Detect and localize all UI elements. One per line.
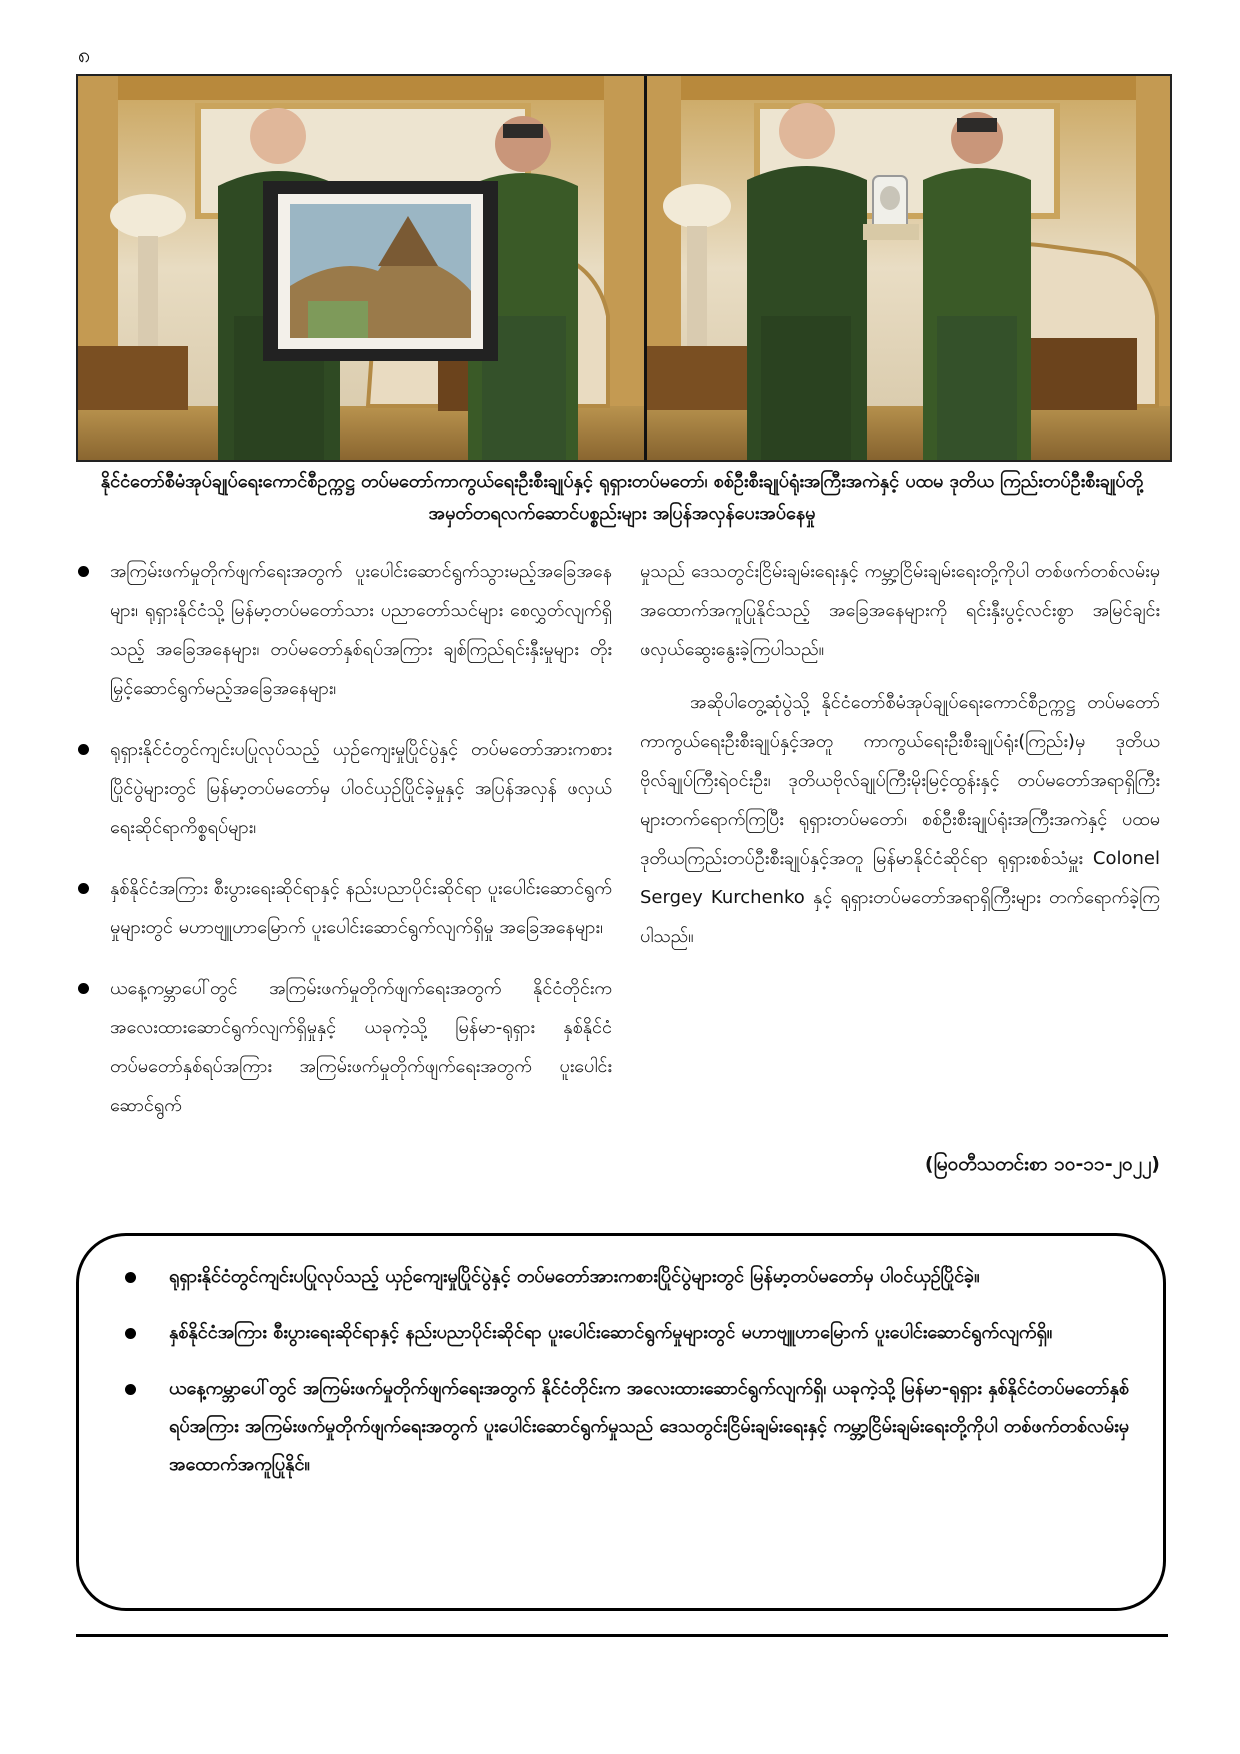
summary-text: နှစ်နိုင်ငံအကြား စီးပွားရေးဆိုင်ရာနှင့် နည်းပညာပိုင်းဆိုင်ရာ ပူးပေါင်းဆောင်ရွက်မှုများတွင် မဟာဗျူဟာမြောက် ပူးပေါင်းဆောင်ရွက်လျက်ရှိ။ bbox=[169, 1322, 1053, 1343]
attendees-paragraph: အဆိုပါတွေ့ဆုံပွဲသို့ နိုင်ငံတော်စီမံအုပ်ချုပ်ရေးကောင်စီဥက္ကဋ္ဌ တပ်မတော်ကာကွယ်ရေးဦးစီးချုပ်နှင့်အတူ ကာကွယ်ရေးဦးစီးချုပ်ရုံး(ကြည်း)မှ ဒုတိယဗိုလ်ချုပ်ကြီးရဲဝင်းဦး၊ ဒုတိယဗိုလ်ချုပ်ကြီးမိုးမြင့်ထွန်းနှင့် တပ်မတော်အရာရှိကြီးများတက်ရောက်ကြပြီး ရုရှားတပ်မတော်၊ စစ်ဦးစီးချုပ်ရုံးအကြီးအကဲနှင့် ပထမ ဒုတိယကြည်းတပ်ဦးစီးချုပ်နှင့်အတူ မြန်မာနိုင်ငံဆိုင်ရာ ရုရှားစစ်သံမှူး Colonel Sergey Kurchenko နှင့် ရုရှားတပ်မတော်အရာရှိကြီးများ တက်ရောက်ခဲ့ကြပါသည်။ bbox=[640, 692, 1160, 947]
summary-item bbox=[125, 1370, 1129, 1484]
bullet-icon bbox=[78, 983, 89, 994]
bullet-icon bbox=[125, 1272, 136, 1283]
continuation-paragraph: မှုသည် ဒေသတွင်းငြိမ်းချမ်းရေးနှင့် ကမ္ဘာ့ငြိမ်းချမ်းရေးတို့ကိုပါ တစ်ဖက်တစ်လမ်းမှ အထောက်အကူပြုနိုင်သည့် အခြေအနေများကို ရင်းနှီးပွင့်လင်းစွာ အမြင်ချင်းဖလှယ်ဆွေးနွေးခဲ့ကြပါသည်။ bbox=[640, 561, 1160, 660]
bullet-item bbox=[72, 969, 612, 1125]
bullet-item bbox=[72, 552, 612, 708]
page-number: ၈ bbox=[78, 43, 91, 68]
bullet-icon bbox=[125, 1384, 136, 1395]
right-column bbox=[640, 552, 1160, 970]
bottom-rule bbox=[76, 1634, 1168, 1637]
bullet-text: ယနေ့ကမ္ဘာပေါ်တွင် အကြမ်းဖက်မှုတိုက်ဖျက်ရေးအတွက် နိုင်ငံတိုင်းက အလေးထားဆောင်ရွက်လျက်ရှိမှုနှင့် ယခုကဲ့သို့ မြန်မာ-ရုရှား နှစ်နိုင်ငံတပ်မတော်နှစ်ရပ်အကြား အကြမ်းဖက်မှုတိုက်ဖျက်ရေးအတွက် ပူးပေါင်းဆောင်ရွက် bbox=[110, 978, 612, 1116]
bullet-icon bbox=[78, 883, 89, 894]
photo-memento-presentation bbox=[647, 76, 1170, 460]
summary-item bbox=[125, 1314, 1129, 1352]
photo-row bbox=[76, 74, 1172, 462]
summary-text: ရုရှားနိုင်ငံတွင်ကျင်းပပြုလုပ်သည့် ယှဉ်ကျေးမှုပြိုင်ပွဲနှင့် တပ်မတော်အားကစားပြိုင်ပွဲများတွင် မြန်မာ့တပ်မတော်မှ ပါဝင်ယှဉ်ပြိုင်ခဲ့။ bbox=[169, 1266, 980, 1287]
bullet-icon bbox=[78, 566, 89, 577]
bullet-text: အကြမ်းဖက်မှုတိုက်ဖျက်ရေးအတွက် ပူးပေါင်းဆောင်ရွက်သွားမည့်အခြေအနေများ၊ ရုရှားနိုင်ငံသို့ မြန်မာ့တပ်မတော်သား ပညာတော်သင်များ စေလွှတ်လျက်ရှိသည့် အခြေအနေများ၊ တပ်မတော်နှစ်ရပ်အကြား ချစ်ကြည်ရင်းနှီးမှုများ တိုးမြှင့်ဆောင်ရွက်မည့်အခြေအနေများ၊ bbox=[110, 561, 612, 699]
bullet-icon bbox=[78, 744, 89, 755]
photo-caption: နိုင်ငံတော်စီမံအုပ်ချုပ်ရေးကောင်စီဥက္ကဋ္ဌ တပ်မတော်ကာကွယ်ရေးဦးစီးချုပ်နှင့် ရုရှားတပ်မတော်၊ စစ်ဦးစီးချုပ်ရုံးအကြီးအကဲနှင့် ပထမ ဒုတိယ ကြည်းတပ်ဦးစီးချုပ်တို့ အမှတ်တရလက်ဆောင်ပစ္စည်းများ အပြန်အလှန်ပေးအပ်နေမှု bbox=[100, 471, 1144, 524]
summary-item bbox=[125, 1258, 1129, 1296]
bullet-item bbox=[72, 730, 612, 847]
bullet-icon bbox=[125, 1328, 136, 1339]
bullet-text: ရုရှားနိုင်ငံတွင်ကျင်းပပြုလုပ်သည့် ယှဉ်ကျေးမှုပြိုင်ပွဲနှင့် တပ်မတော်အားကစားပြိုင်ပွဲများတွင် မြန်မာ့တပ်မတော်မှ ပါဝင်ယှဉ်ပြိုင်ခဲ့မှုနှင့် အပြန်အလှန် ဖလှယ်ရေးဆိုင်ရာကိစ္စရပ်များ၊ bbox=[110, 739, 612, 838]
left-column bbox=[72, 552, 612, 1147]
summary-box bbox=[76, 1233, 1166, 1611]
bullet-item bbox=[72, 869, 612, 947]
source-note: (မြဝတီသတင်းစာ ၁၀-၁၁-၂၀၂၂) bbox=[924, 1153, 1160, 1175]
bullet-text: နှစ်နိုင်ငံအကြား စီးပွားရေးဆိုင်ရာနှင့် နည်းပညာပိုင်းဆိုင်ရာ ပူးပေါင်းဆောင်ရွက်မှုများတွင် မဟာဗျူဟာမြောက် ပူးပေါင်းဆောင်ရွက်လျက်ရှိမှု အခြေအနေများ၊ bbox=[110, 878, 612, 938]
summary-text: ယနေ့ကမ္ဘာပေါ်တွင် အကြမ်းဖက်မှုတိုက်ဖျက်ရေးအတွက် နိုင်ငံတိုင်းက အလေးထားဆောင်ရွက်လျက်ရှိ၊ ယခုကဲ့သို့ မြန်မာ-ရုရှား နှစ်နိုင်ငံတပ်မတော်နှစ်ရပ်အကြား အကြမ်းဖက်မှုတိုက်ဖျက်ရေးအတွက် ပူးပေါင်းဆောင်ရွက်မှုသည် ဒေသတွင်းငြိမ်းချမ်းရေးနှင့် ကမ္ဘာ့ငြိမ်းချမ်းရေးတို့ကိုပါ တစ်ဖက်တစ်လမ်းမှ အထောက်အကူပြုနိုင်။ bbox=[169, 1378, 1129, 1475]
photo-painting-presentation bbox=[78, 76, 647, 460]
